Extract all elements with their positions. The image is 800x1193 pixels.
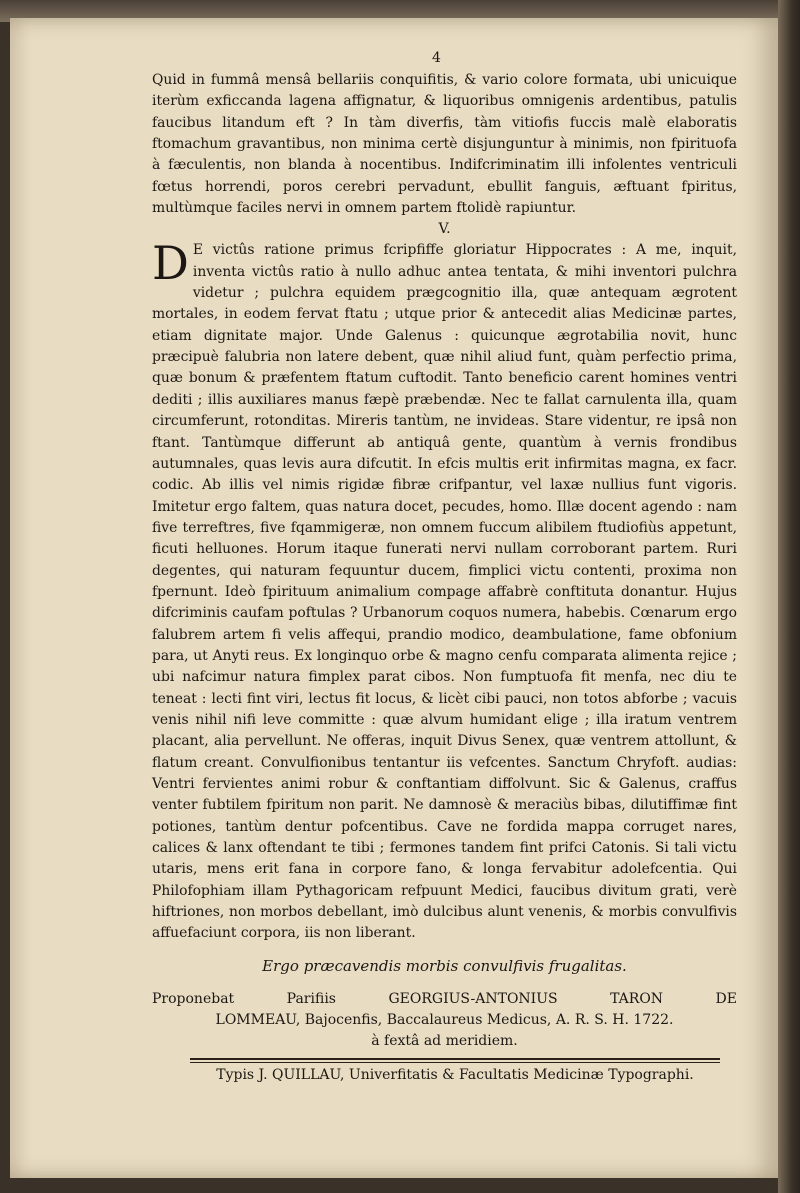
page-number: 4 bbox=[432, 50, 441, 66]
intro-paragraph: Quid in fummâ mensâ bellariis conquifitis, & vario colore formata, ubi unicuique iterùm exficcanda lagena affignatur, & liquoribus omnigenis ardentibus, patulis faucibus litandum eft ? In tàm diverfis, tàm vitiofis fuccis malè elaboratis ftomachum gravantibus, non minima certè disjunguntur à minimis, non fpirituofa à fæculentis, non blanda à nocentibus. Indifcriminatim illi infolentes ventriculi fœtus horrendi, poros cerebri pervadunt, ebullit fanguis, æftuant fpiritus, multùmque faciles nervi in omnem partem ftolidè rapiuntur. bbox=[152, 72, 737, 217]
divider-rule bbox=[190, 1058, 720, 1060]
drop-cap: D bbox=[152, 236, 189, 291]
section-number: V. bbox=[438, 221, 451, 238]
proponebat-line-2: LOMMEAU, Bajocenfis, Baccalaureus Medicus, A. R. S. H. 1722. bbox=[215, 1011, 674, 1028]
proponebat-line-1: Proponebat Parifiis GEORGIUS-ANTONIUS TARON DE bbox=[152, 990, 737, 1007]
divider-rule-thin bbox=[190, 1062, 720, 1063]
conclusion-thesis: Ergo præcavendis morbis convulfivis frugalitas. bbox=[262, 956, 627, 975]
printer-imprint: Typis J. QUILLAU, Univerfitatis & Facultatis Medicinæ Typographi. bbox=[216, 1067, 694, 1083]
proponebat-line-3: à fextâ ad meridiem. bbox=[371, 1032, 518, 1049]
section-paragraph bbox=[152, 236, 737, 944]
book-binding-edge bbox=[778, 0, 800, 1193]
proponebat-block bbox=[152, 989, 737, 1052]
section-text: E victûs ratione primus fcripfiffe gloriatur Hippocrates : A me, inquit, inventa victûs ratio à nullo adhuc antea tentata, & mihi inventori pulchra videtur ; pulchra equidem prægcognitio illa, quæ antequam ægrotent mortales, in eodem fervat ftatu ; utque prior & antecedit alias Medicinæ partes, etiam dignitate major. Unde Galenus : quicunque ægrotabilia novit, hunc præcipuè falubria non latere debent, quæ nihil aliud funt, quàm perfectio prima, quæ bonum & præfentem ftatum cuftodit. Tanto beneficio carent homines ventri dediti ; illis auxiliares manus fæpè præbendæ. Nec te fallat carnulenta illa, quam circumferunt, rotonditas. Mireris tantùm, ne invideas. Stare videntur, re ipsâ non ftant. Tantùmque differunt ab antiquâ gente, quantùm à vernis frondibus autumnales, quas levis aura difcutit. In efcis multis erit infirmitas magna, ex facr. codic. Ab illis vel nimis rigidæ fibræ crifpantur, vel laxæ nullius funt vigoris. Imitetur ergo faltem, quas natura docet, pecudes, homo. Illæ docent agendo : nam five terreftres, five fqammigeræ, non omnem fuccum alibilem ftudiofiùs appetunt, ficuti helluones. Horum itaque funerati nervi nullam corroborant partem. Ruri degentes, qui naturam fequuntur ducem, fimplici victu contenti, proxima non fpernunt. Ideò fpirituum animalium compage affabrè conftituta donantur. Hujus difcriminis caufam poftulas ? Urbanorum coquos numera, habebis. Cœnarum ergo falubrem artem fi velis affequi, prandio modico, deambulatione, fame obfonium para, ut Anyti reus. Ex longinquo orbe & magno cenfu comparata alimenta rejice ; ubi nafcimur natura fimplex parat cibos. Non fumptuofa fit menfa, nec diu te teneat : lecti fint viri, lectus fit locus, & licèt cibi pauci, non totos abforbe ; vacuis venis nihil nifi leve committe : quæ alvum humidant elige ; illa iratum ventrem placant, alia pervellunt. Ne offeras, inquit Divus Senex, quæ ventrem attollunt, & flatum creant. Convulfionibus tentantur iis vefcentes. Sanctum Chryfoft. audias: Ventri fervientes animi robur & conftantiam diffolvunt. Sic & Galenus, craffus venter fubtilem fpiritum non parit. Ne damnosè & meraciùs bibas, dilutiffimæ fint potiones, tantùm dentur pofcentibus. Cave ne fordida mappa corruget nares, calices & lanx oftendant te tibi ; fermones tandem fint prifci Catonis. Si tali victu utaris, mens erit fana in corpore fano, & longa fervabitur adolefcentia. Qui Philofophiam illam Pythagoricam refpuunt Medici, faucibus divitum grati, verè hiftriones, non morbos debellant, imò dulcibus alunt venenis, & morbis convulfivis affuefaciunt corpora, iis non liberant. bbox=[152, 242, 737, 942]
text-block bbox=[152, 48, 737, 1052]
